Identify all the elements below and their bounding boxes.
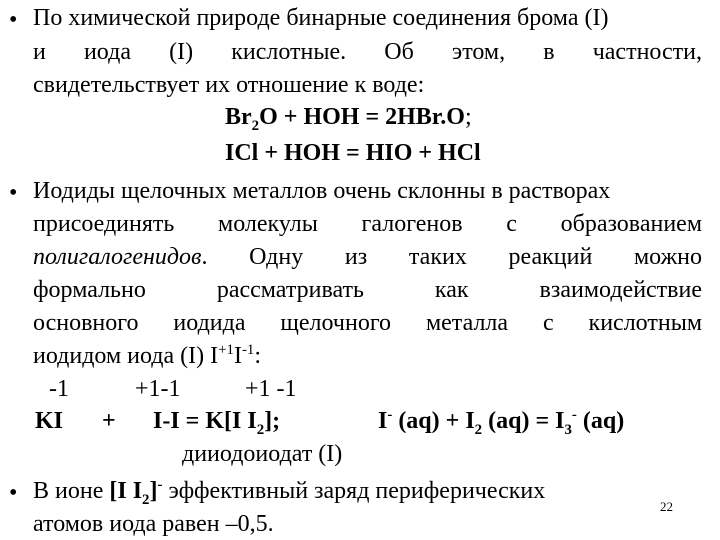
- paragraph-2-line-2: присоединять молекулы галогенов с образованием: [33, 211, 702, 237]
- reaction-plus: +: [102, 408, 116, 434]
- paragraph-2-line-1: Иодиды щелочных металлов очень склонны в растворах: [33, 178, 611, 204]
- reaction-ionic: I- $(aq) + I_2$ $(aq) = I_3^-$ (aq): [378, 407, 625, 438]
- bullet-3: •: [9, 480, 18, 506]
- oxidation-state-ii: +1-1: [135, 376, 181, 402]
- paragraph-2-line-4: формально рассматривать как взаимодействие: [33, 277, 702, 303]
- paragraph-3-line-2: атомов иода равен –0,5.: [33, 511, 274, 537]
- paragraph-1-line-3: свидетельствует их отношение к воде:: [33, 72, 425, 98]
- bullet-1: •: [9, 7, 18, 33]
- reaction-ki: KI: [35, 408, 64, 434]
- paragraph-3-line-1: В ионе [I $I_2]^-$ эффективный заряд периферических: [33, 477, 546, 508]
- page-number: 22: [660, 499, 673, 514]
- oxidation-state-ki: -1: [49, 376, 69, 402]
- product-name: дииодоиодат (I): [182, 441, 343, 467]
- paragraph-2-line-5: основного иодида щелочного металла с кислотным: [33, 310, 702, 336]
- bullet-2: •: [9, 180, 18, 206]
- paragraph-1-line-1: По химической природе бинарные соединения брома (I): [33, 5, 609, 31]
- reaction-iodine: I-I = K[I $I_2$];: [153, 408, 281, 438]
- paragraph-2-line-6: иодидом иода (I) $I^{+1}I^{-1}$:: [33, 342, 262, 369]
- equation-bromine-oxide: $Br_2O$ + НОН = 2HBr.O;: [225, 104, 472, 134]
- oxidation-state-product: +1 -1: [245, 376, 297, 402]
- paragraph-2-line-3: полигалогенидов. Одну из таких реакций можно: [33, 244, 702, 270]
- paragraph-1-line-2: и иода (I) кислотные. Об этом, в частности,: [33, 39, 702, 65]
- equation-iodine-chloride: ICl + НОН = HIO + HCl: [225, 140, 481, 166]
